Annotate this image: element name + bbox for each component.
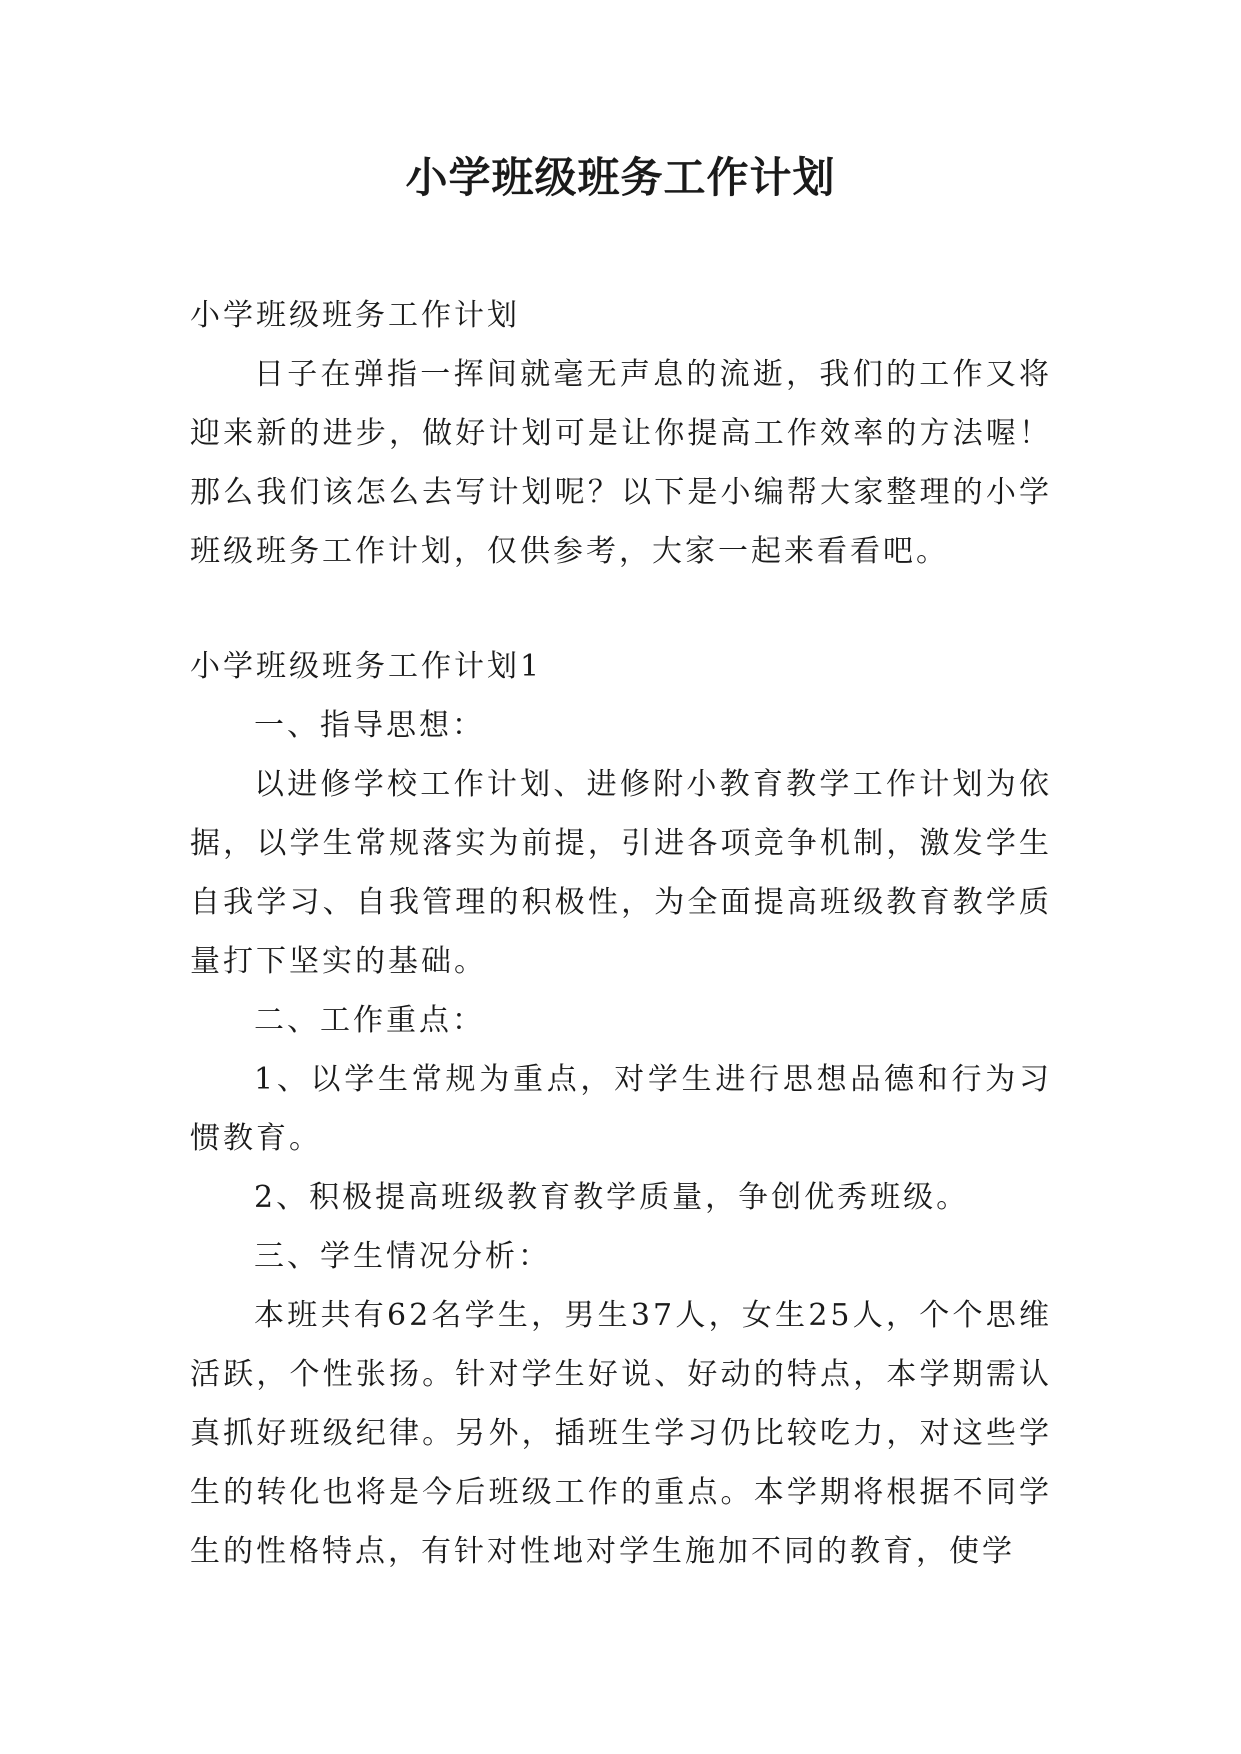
focus-item-1: 1、以学生常规为重点，对学生进行思想品德和行为习惯教育。 [190, 1062, 1052, 1156]
guiding-heading: 一、指导思想： [254, 708, 485, 743]
intro-block [190, 286, 1052, 581]
document-subtitle: 小学班级班务工作计划 [190, 298, 520, 333]
analysis-heading: 三、学生情况分析： [254, 1239, 551, 1274]
analysis-paragraph: 本班共有62名学生，男生37人，女生25人，个个思维活跃，个性张扬。针对学生好说、好动的特点，本学期需认真抓好班级纪律。另外，插班生学习仍比较吃力，对这些学生的转化也将是今后班级工作的重点。本学期将根据不同学生的性格特点，有针对性地对学生施加不同的教育，使学 [190, 1298, 1052, 1569]
focus-item-2: 2、积极提高班级教育教学质量，争创优秀班级。 [254, 1180, 970, 1215]
section-1 [190, 637, 1052, 1581]
focus-heading: 二、工作重点： [254, 1003, 485, 1038]
guiding-paragraph: 以进修学校工作计划、进修附小教育教学工作计划为依据，以学生常规落实为前提，引进各项竞争机制，激发学生自我学习、自我管理的积极性，为全面提高班级教育教学质量打下坚实的基础。 [190, 767, 1052, 979]
section-1-heading: 小学班级班务工作计划1 [190, 649, 543, 684]
intro-paragraph: 日子在弹指一挥间就毫无声息的流逝，我们的工作又将迎来新的进步，做好计划可是让你提高工作效率的方法喔！那么我们该怎么去写计划呢？以下是小编帮大家整理的小学班级班务工作计划，仅供参考，大家一起来看看吧。 [190, 357, 1052, 569]
document-title: 小学班级班务工作计划 [405, 153, 836, 202]
